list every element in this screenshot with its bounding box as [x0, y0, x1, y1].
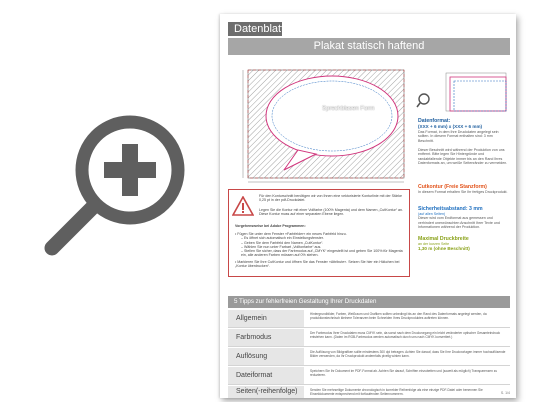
warning-icon: [232, 196, 254, 216]
template-drawing: [240, 66, 410, 186]
note-beschnitt: Dieser Beschnitt wird während der Produktion von uns entfernt. Bitte legen Sie Hintergründe und randabfallende Objekte immer bis an den Rand Ihres Datenformats an, um weiße Seitenränder zu vermeiden.: [418, 148, 508, 165]
datasheet-page: [220, 14, 516, 398]
page-number: S. 1/4: [500, 391, 510, 395]
drawing-label: Sprechblasen Form: [322, 106, 375, 112]
tip-row: Allgemein Hintergrundbilder, Farben, Weißraum und Grafiken sollten unbedingt bis an den Rand des Datenformats angelegt werden, da produktionstechnisch kleinere Toleranzen beim Schneiden Ihres Druckproduktes auftreten können.: [228, 310, 510, 328]
tip-row: Dateiformat Speichern Sie Ihr Dokument im PDF-Format ab. Achten Sie darauf, Schriften einzubetten und (soweit als möglich) Transparenzen zu reduzieren.: [228, 367, 510, 385]
warning-subtitle: Vorgehensweise bei Adobe Programmen:: [235, 224, 306, 228]
note-cutkontur: Cutkontur (Freie Stanzform) In diesem Format erhalten Sie Ihr fertiges Druckprodukt.: [418, 184, 508, 194]
cutkontur-warning-box: [228, 189, 410, 277]
zoom-in-icon[interactable]: [42, 108, 192, 288]
tips-title-bar: 5 Tipps zur fehlerfreien Gestaltung Ihrer Druckdaten: [228, 296, 510, 308]
note-druckbreite: Maximal Druckbreite an der kurzen Seite 1,30 m (ohne Beschnitt): [418, 236, 470, 252]
note-datenformat: Datenformat: (XXX + 6 mm) x (XXX + 6 mm) Das Format, in dem Ihre Druckdaten angelegt sein sollten. In diesem Format enthalten sind: 3 mm Beschnitt.: [418, 118, 499, 143]
page-title: Plakat statisch haftend: [228, 38, 510, 55]
page-header: Datenblatt: [228, 22, 282, 36]
corner-preview: [416, 69, 510, 115]
tip-row: Farbmodus Der Farbmodus Ihrer Druckdaten muss CMYK sein, da sonst nach dem Druckvorgang ein leicht veränderter optischer Gesamteindruck entstehen kann. (Daten im RGB-Farbmodus werden automatisch durch uns nach CMYK konvertiert.): [228, 329, 510, 347]
tip-row: Seiten(-reihenfolge) Senden Sie mehrseitige Dokumente chronologisch in korrekter Reihenfolge als eine einzige PDF-Datei oder benennen Sie Einzeldokumente entsprechend mit fortlaufenden Seitennummern.: [228, 386, 510, 398]
warning-text-1: Für den Konturschnitt benötigen wir von Ihnen eine vektorisierte Konturlinie mit der Stärke 0,25 pt in der pdf-Druckdatei.: [259, 194, 403, 203]
warning-text-2: Legen Sie die Kontur mit einer Vollfarbe (100% Magenta) und dem Namen „CutKontur“ an. Diese Kontur muss auf einer separaten Ebene liegen.: [259, 208, 404, 217]
tip-row: Auflösung Die Auflösung von Bildgrafiken sollte mindestens 300 dpi betragen. Achten Sie darauf, dass Sie Ihre Druckvorlagen immer hochauflösende Bilder verwenden, da Ihr Druckprodukt andernfalls pixelig wirken kann.: [228, 348, 510, 366]
note-sicherheitsabstand: Sicherheitsabstand: 3 mm (auf allen Seiten) Dieser wird vom Endformat aus gemessen und verhindert unerwünschten Anschnitt Ihrer Texte und Informationen während der Produktion.: [418, 206, 500, 229]
warning-steps: • Fügen Sie unter dem Fenster »Farbfelder« ein neues Farbfeld hinzu. – Es öffnet sich automatisch ein Einstellungsfenster. – Geben Sie dem Farbfeld den Namen „CutKontur“. – Wählen Sie nun unter Farbart „Volltonfarbe“ aus. – Stellen Sie sicher, dass der Farbmodus auf „CMYK“ eingestellt ist und geben Sie 100% für Magenta ein, alle anderen Farben müssen auf 0% stehen. • Markieren Sie Ihre CutKontur und öffnen Sie das Fenster »Attribute«. Setzen Sie hier ein Häkchen bei „Kontur überdrucken“.: [235, 232, 403, 269]
